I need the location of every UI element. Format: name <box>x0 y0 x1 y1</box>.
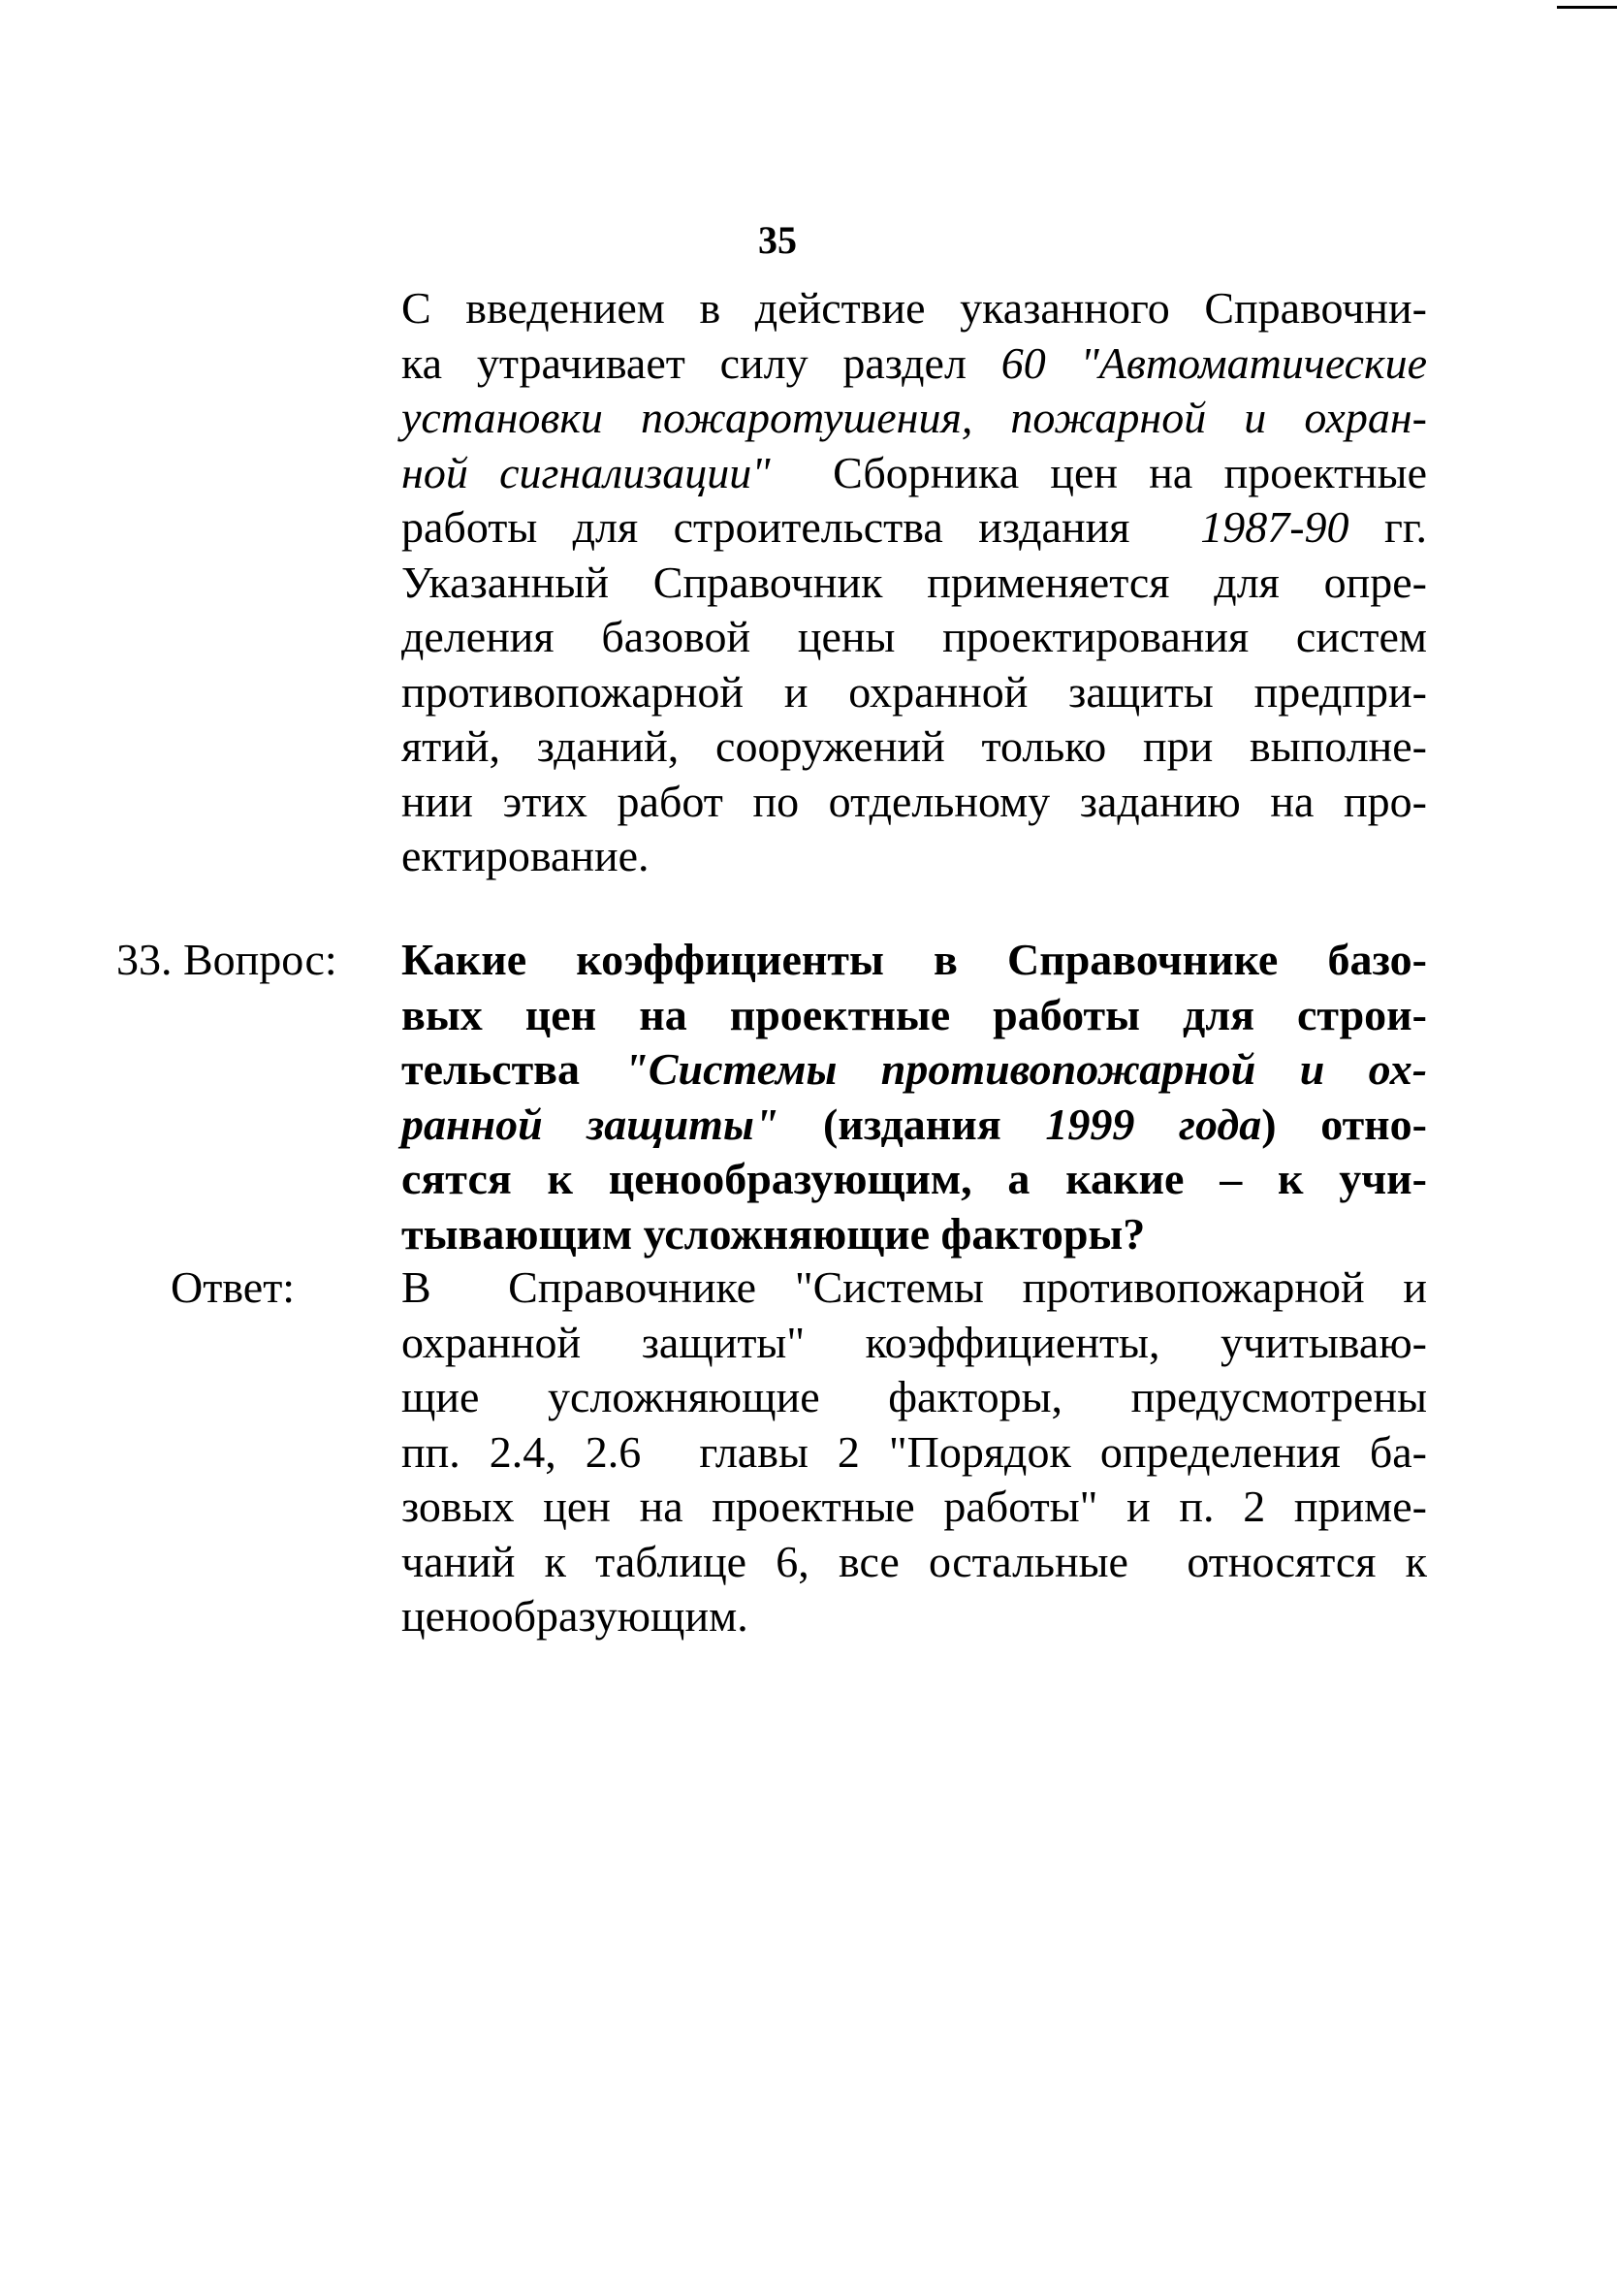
text-run: ка утрачивает силу раздел <box>401 337 1001 388</box>
text-run: пп. 2.4, 2.6 главы 2 "Порядок определения ба- <box>401 1426 1427 1477</box>
italic-run: 1999 года <box>1045 1099 1262 1149</box>
text-run: вых цен на проектные работы для строи- <box>401 989 1427 1039</box>
text-line <box>401 933 1427 988</box>
page-number: 35 <box>758 218 797 262</box>
text-line <box>401 1152 1427 1207</box>
text-run: ятий, зданий, сооружений только при выполне- <box>401 721 1427 771</box>
text-run: ектирование. <box>401 831 650 880</box>
text-line <box>401 775 1427 830</box>
text-line <box>401 665 1427 720</box>
text-line <box>401 1425 1427 1481</box>
text-line <box>401 1207 1427 1262</box>
text-run: зовых цен на проектные работы" и п. 2 приме- <box>401 1482 1427 1531</box>
text-line <box>401 391 1427 446</box>
italic-run: "Системы противопожарной и ох- <box>623 1044 1428 1094</box>
text-line <box>401 1535 1427 1590</box>
question-text <box>401 933 1427 1261</box>
text-line <box>401 336 1427 392</box>
question-label: 33. Вопрос: <box>116 935 337 984</box>
text-run: тельства <box>401 1044 624 1094</box>
answer-text <box>401 1260 1427 1644</box>
text-run: Сборника цен на проектные <box>770 447 1427 497</box>
text-line <box>401 556 1427 611</box>
text-run: щие усложняющие факторы, предусмотрены <box>401 1372 1427 1421</box>
text-line <box>401 829 1427 884</box>
text-line <box>401 1260 1427 1316</box>
text-run: деления базовой цены проектирования систем <box>401 612 1427 661</box>
text-run: ценообразующим. <box>401 1591 748 1641</box>
text-line <box>401 1042 1427 1098</box>
italic-run: ранной защиты" <box>401 1099 779 1149</box>
text-run: ) отно- <box>1261 1099 1428 1149</box>
text-run: (издания <box>778 1099 1046 1149</box>
text-run: сятся к ценообразующим, а какие – к учи- <box>401 1154 1427 1203</box>
text-line <box>401 1589 1427 1644</box>
text-run: работы для строительства издания <box>401 502 1201 552</box>
text-line <box>401 1480 1427 1535</box>
corner-mark <box>1557 6 1617 9</box>
text-run: чаний к таблице 6, все остальные относятся к <box>401 1536 1427 1586</box>
italic-run: 60 "Автоматические <box>1000 337 1427 388</box>
italic-run: 1987-90 <box>1200 502 1349 552</box>
text-run: гг. <box>1348 502 1427 552</box>
text-run: Какие коэффициенты в Справочнике базо- <box>401 935 1427 984</box>
text-line <box>401 500 1427 556</box>
text-run: противопожарной и охранной защиты предпри- <box>401 666 1427 717</box>
text-line <box>401 610 1427 665</box>
text-line <box>401 281 1427 336</box>
text-run: В Справочнике "Системы противопожарной и <box>401 1262 1427 1312</box>
italic-run: ной сигнализации" <box>401 447 771 497</box>
text-line <box>401 1370 1427 1425</box>
text-line <box>401 988 1427 1043</box>
text-line <box>401 1098 1427 1153</box>
text-run: С введением в действие указанного Справочни- <box>401 283 1427 333</box>
text-line <box>401 446 1427 501</box>
text-run: Указанный Справочник применяется для опре- <box>401 557 1427 607</box>
answer-label: Ответ: <box>171 1262 296 1312</box>
intro-paragraph <box>401 281 1427 884</box>
text-run: охранной защиты" коэффициенты, учитываю- <box>401 1317 1427 1367</box>
text-run: нии этих работ по отдельному заданию на про- <box>401 776 1427 826</box>
text-line <box>401 1316 1427 1371</box>
italic-run: установки пожаротушения, пожарной и охран- <box>401 393 1427 442</box>
text-run: тывающим усложняющие факторы? <box>401 1208 1146 1259</box>
text-line <box>401 719 1427 775</box>
